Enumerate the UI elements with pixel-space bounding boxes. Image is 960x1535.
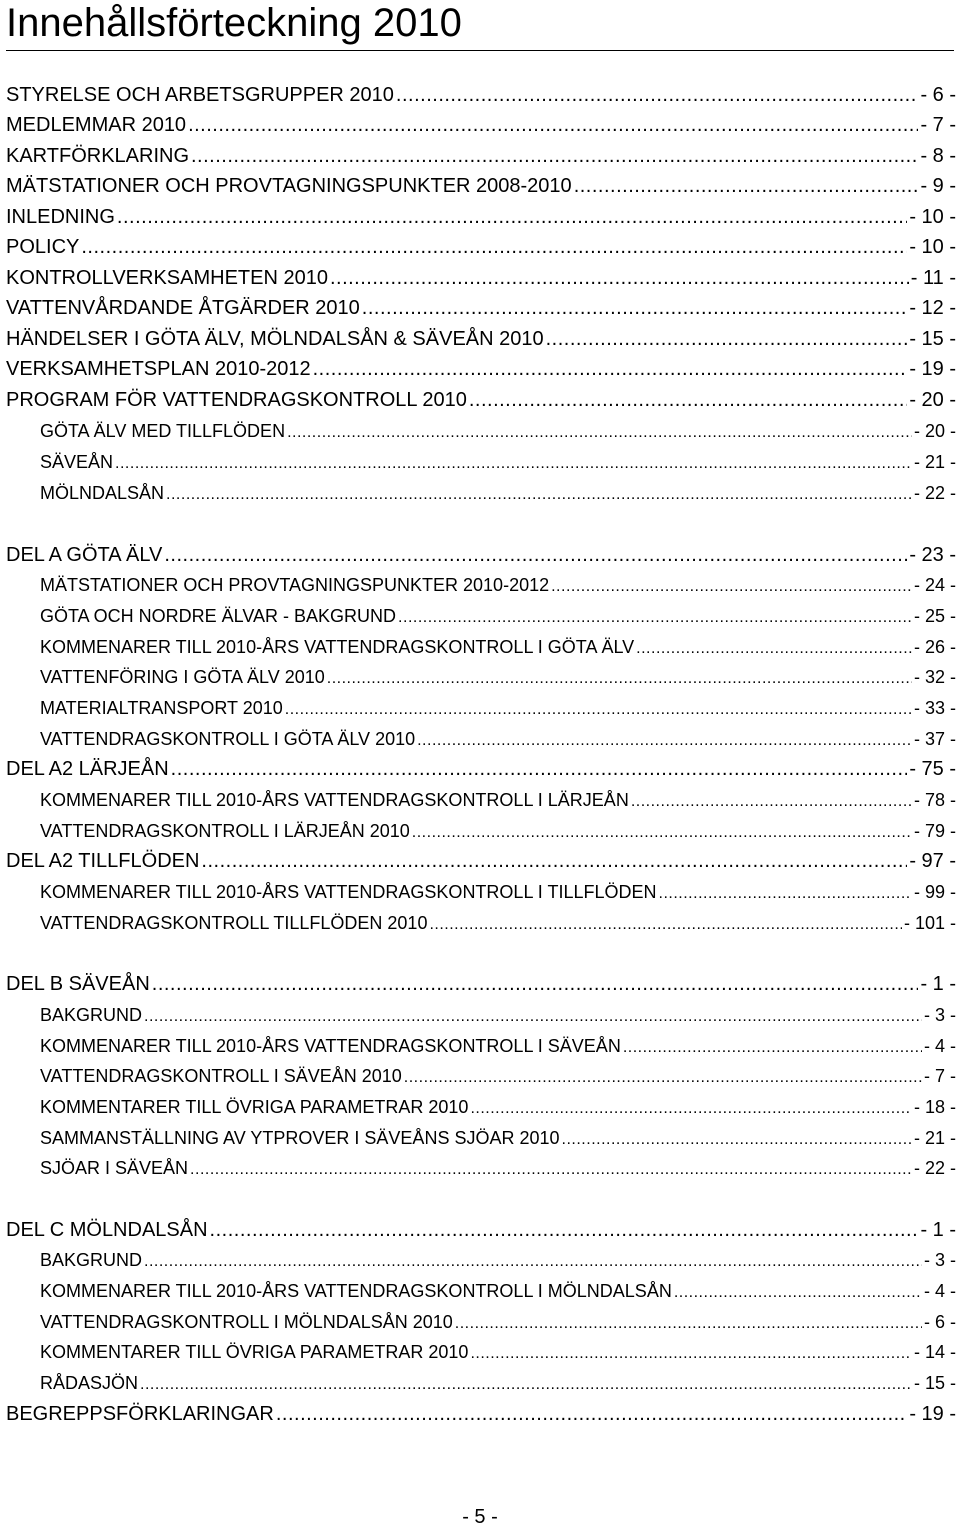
toc-entry[interactable] bbox=[40, 1154, 956, 1184]
toc-entry-title: KOMMENARER TILL 2010-ÅRS VATTENDRAGSKONTROLL I LÄRJEÅN bbox=[40, 790, 629, 810]
toc-dot-leader bbox=[429, 911, 902, 939]
toc-entry-page: - 79 - bbox=[913, 821, 956, 841]
toc-entry[interactable] bbox=[6, 81, 956, 109]
toc-entry-title: KOMMENARER TILL 2010-ÅRS VATTENDRAGSKONTROLL I TILLFLÖDEN bbox=[40, 882, 657, 902]
toc-entry[interactable] bbox=[40, 909, 956, 939]
toc-entry[interactable] bbox=[6, 203, 956, 231]
toc-entry-page: - 14 - bbox=[913, 1342, 956, 1362]
toc-entry-page: - 1 - bbox=[920, 1219, 956, 1241]
toc-dot-leader bbox=[191, 142, 918, 170]
toc-entry[interactable] bbox=[40, 663, 956, 693]
toc-dot-leader bbox=[330, 264, 909, 292]
toc-dot-leader bbox=[171, 755, 908, 783]
toc-entry[interactable] bbox=[40, 448, 956, 478]
toc-entry[interactable] bbox=[6, 233, 956, 261]
toc-dot-leader bbox=[144, 1248, 922, 1276]
toc-entry-title: BEGREPPSFÖRKLARINGAR bbox=[6, 1403, 274, 1425]
toc-entry-page: - 12 - bbox=[909, 297, 956, 319]
toc-entry-page: - 8 - bbox=[920, 145, 956, 167]
toc-entry-page: - 25 - bbox=[913, 606, 956, 626]
toc-dot-leader bbox=[674, 1279, 922, 1307]
toc-entry-title: BAKGRUND bbox=[40, 1005, 143, 1025]
toc-dot-leader bbox=[313, 355, 908, 383]
toc-entry-title: MATERIALTRANSPORT 2010 bbox=[40, 698, 283, 718]
toc-entry-page: - 15 - bbox=[913, 1373, 956, 1393]
toc-entry[interactable] bbox=[6, 264, 956, 292]
toc-entry-title: GÖTA ÄLV MED TILLFLÖDEN bbox=[40, 421, 286, 441]
toc-dot-leader bbox=[562, 1126, 912, 1154]
toc-entry[interactable] bbox=[6, 847, 956, 875]
toc-entry-title: VERKSAMHETSPLAN 2010-2012 bbox=[6, 358, 311, 380]
toc-entry[interactable] bbox=[40, 602, 956, 632]
toc-dot-leader bbox=[396, 81, 919, 109]
toc-entry-page: - 4 - bbox=[923, 1281, 956, 1301]
toc-entry-page: - 23 - bbox=[909, 544, 956, 566]
toc-entry-title: SJÖAR I SÄVEÅN bbox=[40, 1158, 189, 1178]
toc-dot-leader bbox=[287, 419, 912, 447]
toc-entry-title: MEDLEMMAR 2010 bbox=[6, 114, 187, 136]
toc-entry[interactable] bbox=[40, 1369, 956, 1399]
toc-entry[interactable] bbox=[40, 1001, 956, 1031]
toc-entry-title: DEL A GÖTA ÄLV bbox=[6, 544, 163, 566]
toc-entry-page: - 24 - bbox=[913, 575, 956, 595]
toc-entry[interactable] bbox=[6, 541, 956, 569]
toc-entry-page: - 7 - bbox=[923, 1066, 956, 1086]
toc-entry-page: - 4 - bbox=[923, 1036, 956, 1056]
toc-entry-page: - 19 - bbox=[909, 358, 956, 380]
toc-entry-page: - 20 - bbox=[913, 421, 956, 441]
toc-dot-leader bbox=[190, 1156, 912, 1184]
toc-dot-leader bbox=[327, 665, 912, 693]
toc-entry[interactable] bbox=[40, 1277, 956, 1307]
toc-entry-page: - 3 - bbox=[923, 1250, 956, 1270]
toc-entry-page: - 1 - bbox=[920, 973, 956, 995]
toc-dot-leader bbox=[164, 541, 907, 569]
toc-entry-page: - 6 - bbox=[923, 1312, 956, 1332]
toc-entry-page: - 97 - bbox=[909, 850, 956, 872]
toc-entry[interactable] bbox=[40, 1062, 956, 1092]
toc-entry[interactable] bbox=[6, 294, 956, 322]
toc-dot-leader bbox=[470, 1340, 912, 1368]
toc-dot-leader bbox=[117, 203, 907, 231]
toc-entry-title: VATTENDRAGSKONTROLL TILLFLÖDEN 2010 bbox=[40, 913, 428, 933]
toc-entry-title: DEL A2 LÄRJEÅN bbox=[6, 758, 169, 780]
toc-entry-page: - 9 - bbox=[920, 175, 956, 197]
toc-entry-page: - 22 - bbox=[913, 483, 956, 503]
toc-entry-page: - 19 - bbox=[909, 1403, 956, 1425]
toc-entry-title: KOMMENARER TILL 2010-ÅRS VATTENDRAGSKONTROLL I SÄVEÅN bbox=[40, 1036, 621, 1056]
toc-dot-leader bbox=[188, 111, 918, 139]
toc-entry-page: - 21 - bbox=[913, 1128, 956, 1148]
toc-entry-page: - 6 - bbox=[920, 84, 956, 106]
toc-entry[interactable] bbox=[6, 755, 956, 783]
toc-dot-leader bbox=[362, 294, 908, 322]
toc-dot-leader bbox=[623, 1034, 922, 1062]
toc-entry[interactable] bbox=[40, 1093, 956, 1123]
toc-dot-leader bbox=[417, 727, 912, 755]
toc-entry-title: DEL B SÄVEÅN bbox=[6, 973, 150, 995]
toc-dot-leader bbox=[631, 788, 912, 816]
toc-entry[interactable] bbox=[6, 1400, 956, 1428]
toc-entry-page: - 3 - bbox=[923, 1005, 956, 1025]
toc-entry[interactable] bbox=[6, 1216, 956, 1244]
toc-entry-title: VATTENFÖRING I GÖTA ÄLV 2010 bbox=[40, 667, 325, 687]
toc-dot-leader bbox=[574, 172, 919, 200]
toc-entry-title: VATTENDRAGSKONTROLL I SÄVEÅN 2010 bbox=[40, 1066, 402, 1086]
toc-entry-title: STYRELSE OCH ARBETSGRUPPER 2010 bbox=[6, 84, 394, 106]
toc-entry[interactable] bbox=[40, 417, 956, 447]
toc-entry-page: - 99 - bbox=[913, 882, 956, 902]
toc-entry-title: KONTROLLVERKSAMHETEN 2010 bbox=[6, 267, 328, 289]
toc-dot-leader bbox=[469, 386, 907, 414]
toc-entry-page: - 7 - bbox=[920, 114, 956, 136]
page-number: - 5 - bbox=[462, 1506, 498, 1528]
toc-dot-leader bbox=[412, 819, 912, 847]
toc-entry-title: MÄTSTATIONER OCH PROVTAGNINGSPUNKTER 2010-2012 bbox=[40, 575, 550, 595]
toc-entry-title: VATTENDRAGSKONTROLL I MÖLNDALSÅN 2010 bbox=[40, 1312, 453, 1332]
toc-dot-leader bbox=[152, 970, 919, 998]
toc-entry-title: INLEDNING bbox=[6, 206, 115, 228]
toc-entry-page: - 18 - bbox=[913, 1097, 956, 1117]
toc-dot-leader bbox=[404, 1064, 922, 1092]
toc-entry[interactable] bbox=[40, 694, 956, 724]
toc-dot-leader bbox=[115, 450, 912, 478]
title-divider bbox=[6, 50, 954, 51]
toc-entry-page: - 10 - bbox=[909, 236, 956, 258]
toc-entry-title: BAKGRUND bbox=[40, 1250, 143, 1270]
toc-dot-leader bbox=[551, 573, 912, 601]
toc-entry-title: MÄTSTATIONER OCH PROVTAGNINGSPUNKTER 2008-2010 bbox=[6, 175, 572, 197]
toc-entry-title: KOMMENARER TILL 2010-ÅRS VATTENDRAGSKONTROLL I MÖLNDALSÅN bbox=[40, 1281, 672, 1301]
toc-dot-leader bbox=[201, 847, 907, 875]
toc-entry[interactable] bbox=[40, 725, 956, 755]
toc-dot-leader bbox=[636, 635, 912, 663]
toc-dot-leader bbox=[144, 1003, 922, 1031]
toc-entry-page: - 10 - bbox=[909, 206, 956, 228]
toc-entry-page: - 11 - bbox=[910, 267, 956, 289]
toc-entry-page: - 78 - bbox=[913, 790, 956, 810]
toc-entry[interactable] bbox=[6, 386, 956, 414]
toc-entry-page: - 37 - bbox=[913, 729, 956, 749]
toc-entry-title: VATTENDRAGSKONTROLL I LÄRJEÅN 2010 bbox=[40, 821, 410, 841]
toc-dot-leader bbox=[166, 481, 912, 509]
toc-entry-page: - 15 - bbox=[909, 328, 956, 350]
toc-dot-leader bbox=[285, 696, 912, 724]
toc-entry-title: GÖTA OCH NORDRE ÄLVAR - BAKGRUND bbox=[40, 606, 397, 626]
toc-dot-leader bbox=[398, 604, 912, 632]
toc-entry-title: VATTENDRAGSKONTROLL I GÖTA ÄLV 2010 bbox=[40, 729, 416, 749]
toc-dot-leader bbox=[276, 1400, 907, 1428]
toc-entry[interactable] bbox=[40, 1338, 956, 1368]
toc-entry-page: - 21 - bbox=[913, 452, 956, 472]
toc-entry-title: KOMMENTARER TILL ÖVRIGA PARAMETRAR 2010 bbox=[40, 1342, 469, 1362]
toc-dot-leader bbox=[659, 880, 912, 908]
toc-entry-title: POLICY bbox=[6, 236, 80, 258]
toc-entry[interactable] bbox=[40, 1246, 956, 1276]
toc-entry-title: DEL A2 TILLFLÖDEN bbox=[6, 850, 200, 872]
toc-entry-page: - 20 - bbox=[909, 389, 956, 411]
toc-entry-title: PROGRAM FÖR VATTENDRAGSKONTROLL 2010 bbox=[6, 389, 467, 411]
toc-entry-page: - 33 - bbox=[913, 698, 956, 718]
toc-entry[interactable] bbox=[6, 172, 956, 200]
toc-entry-title: HÄNDELSER I GÖTA ÄLV, MÖLNDALSÅN & SÄVEÅN 2010 bbox=[6, 328, 544, 350]
toc-entry[interactable] bbox=[6, 355, 956, 383]
toc-entry[interactable] bbox=[40, 786, 956, 816]
toc-entry-page: - 26 - bbox=[913, 637, 956, 657]
toc-dot-leader bbox=[455, 1310, 922, 1338]
toc-dot-leader bbox=[81, 233, 907, 261]
toc-entry-title: KARTFÖRKLARING bbox=[6, 145, 189, 167]
toc-entry[interactable] bbox=[40, 1032, 956, 1062]
toc-entry-page: - 32 - bbox=[913, 667, 956, 687]
toc-dot-leader bbox=[140, 1371, 912, 1399]
toc-entry[interactable] bbox=[6, 111, 956, 139]
toc-entry[interactable] bbox=[40, 878, 956, 908]
toc-entry[interactable] bbox=[40, 479, 956, 509]
toc-entry[interactable] bbox=[6, 970, 956, 998]
toc-dot-leader bbox=[546, 325, 908, 353]
toc-entry-title: SAMMANSTÄLLNING AV YTPROVER I SÄVEÅNS SJÖAR 2010 bbox=[40, 1128, 560, 1148]
toc-entry-title: RÅDASJÖN bbox=[40, 1373, 139, 1393]
toc-entry-title: MÖLNDALSÅN bbox=[40, 483, 165, 503]
page-title: Innehållsförteckning 2010 bbox=[6, 1, 462, 45]
toc-entry[interactable] bbox=[40, 817, 956, 847]
toc-dot-leader bbox=[470, 1095, 912, 1123]
toc-entry[interactable] bbox=[40, 571, 956, 601]
toc-entry-title: DEL C MÖLNDALSÅN bbox=[6, 1219, 208, 1241]
toc-entry-page: - 75 - bbox=[909, 758, 956, 780]
toc-entry[interactable] bbox=[6, 325, 956, 353]
toc-entry[interactable] bbox=[40, 633, 956, 663]
toc-dot-leader bbox=[210, 1216, 919, 1244]
toc-entry-title: VATTENVÅRDANDE ÅTGÄRDER 2010 bbox=[6, 297, 360, 319]
toc-entry[interactable] bbox=[6, 142, 956, 170]
toc-entry-page: - 101 - bbox=[903, 913, 956, 933]
toc-entry[interactable] bbox=[40, 1124, 956, 1154]
toc-entry-title: KOMMENARER TILL 2010-ÅRS VATTENDRAGSKONTROLL I GÖTA ÄLV bbox=[40, 637, 635, 657]
toc-entry-page: - 22 - bbox=[913, 1158, 956, 1178]
toc-entry-title: KOMMENTARER TILL ÖVRIGA PARAMETRAR 2010 bbox=[40, 1097, 469, 1117]
toc-entry[interactable] bbox=[40, 1308, 956, 1338]
toc-entry-title: SÄVEÅN bbox=[40, 452, 114, 472]
